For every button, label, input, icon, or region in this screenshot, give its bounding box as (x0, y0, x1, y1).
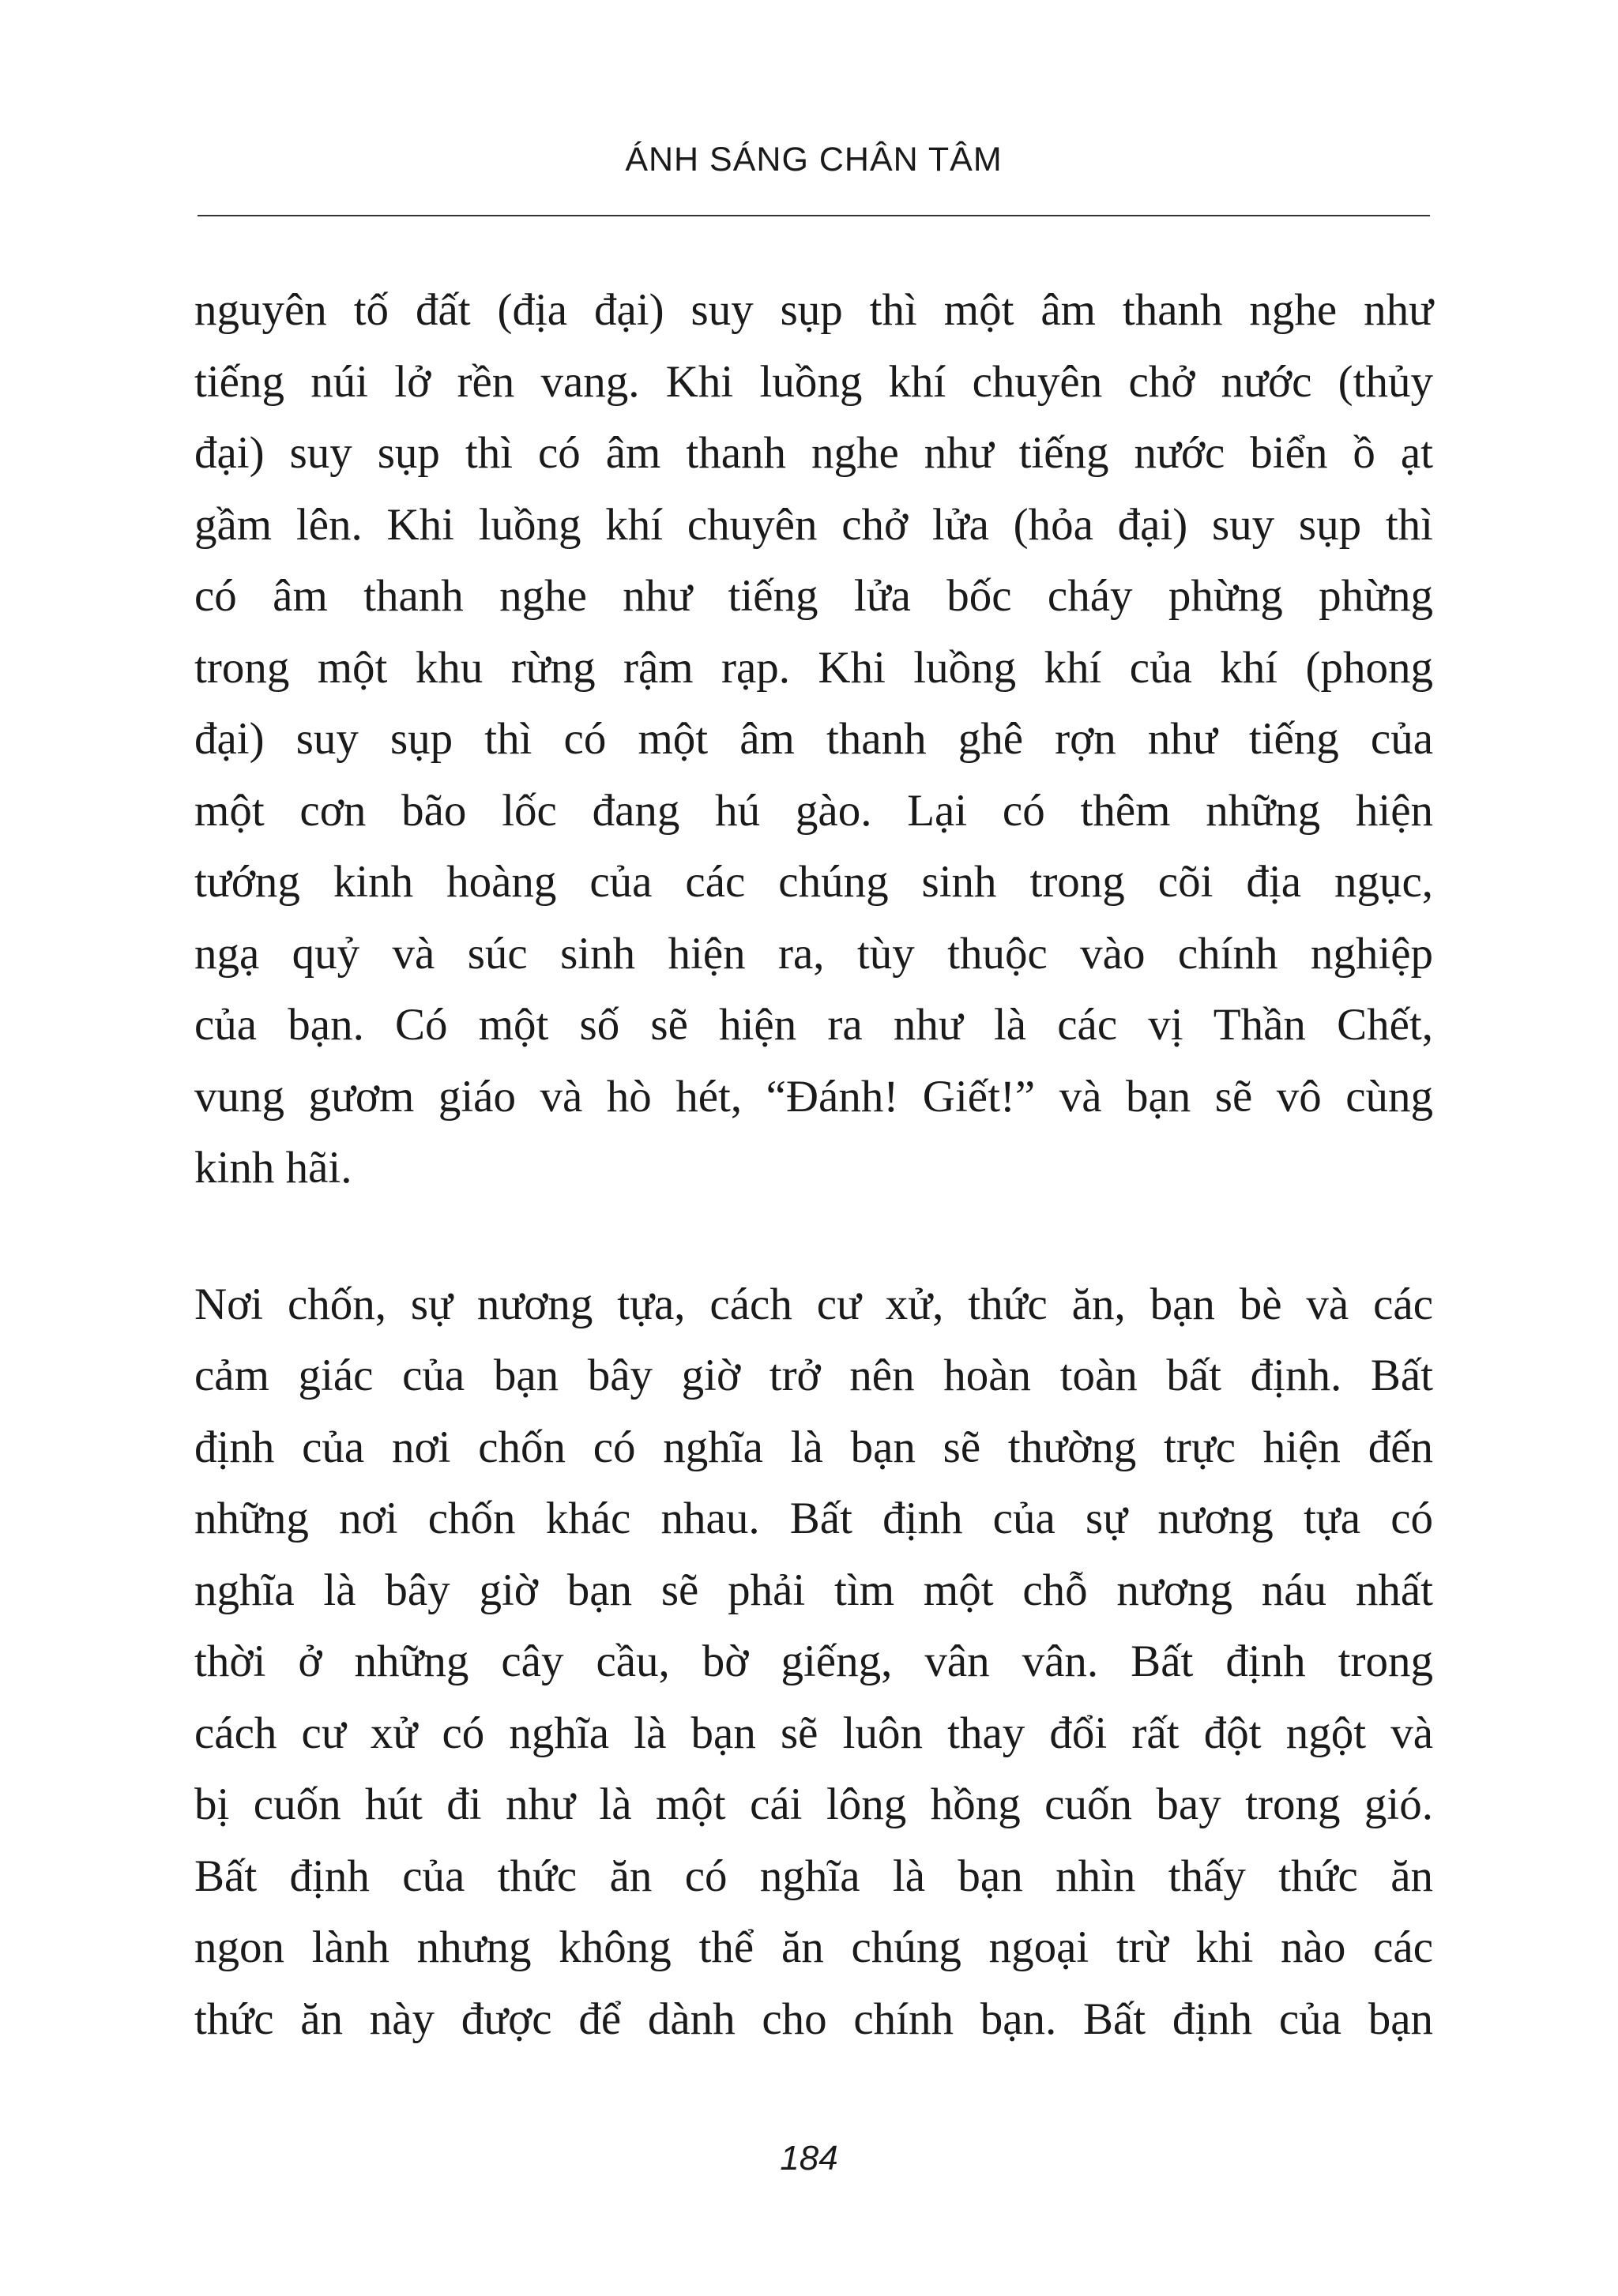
text-line: đại) suy sụp thì có âm thanh nghe như tiếng nước biển ồ ạt (194, 428, 1433, 478)
text-line: định của nơi chốn có nghĩa là bạn sẽ thường trực hiện đến (194, 1422, 1433, 1472)
text-line: nguyên tố đất (địa đại) suy sụp thì một âm thanh nghe như (194, 285, 1433, 335)
header-divider (198, 215, 1430, 216)
text-line: gầm lên. Khi luồng khí chuyên chở lửa (hỏa đại) suy sụp thì (194, 499, 1433, 550)
text-line: nghĩa là bây giờ bạn sẽ phải tìm một chỗ nương náu nhất (194, 1565, 1433, 1615)
page-number: 184 (780, 2139, 838, 2178)
text-line: những nơi chốn khác nhau. Bất định của sự nương tựa có (194, 1494, 1433, 1543)
paragraph-2 (194, 1269, 1433, 2056)
text-line: bị cuốn hút đi như là một cái lông hồng cuốn bay trong gió. (194, 1779, 1433, 1829)
text-line: Nơi chốn, sự nương tựa, cách cư xử, thức ăn, bạn bè và các (194, 1279, 1433, 1329)
running-header: ÁNH SÁNG CHÂN TÂM (625, 141, 1003, 178)
text-line: cảm giác của bạn bây giờ trở nên hoàn toàn bất định. Bất (194, 1351, 1433, 1400)
text-line: cách cư xử có nghĩa là bạn sẽ luôn thay đổi rất đột ngột và (194, 1708, 1433, 1758)
text-line: kinh hãi. (194, 1143, 352, 1193)
text-line: tiếng núi lở rền vang. Khi luồng khí chuyên chở nước (thủy (194, 356, 1433, 407)
text-line: ngạ quỷ và súc sinh hiện ra, tùy thuộc vào chính nghiệp (194, 928, 1433, 979)
text-line: của bạn. Có một số sẽ hiện ra như là các vị Thần Chết, (194, 1000, 1433, 1050)
text-line: thức ăn này được để dành cho chính bạn. Bất định của bạn (194, 1993, 1433, 2044)
text-line: Bất định của thức ăn có nghĩa là bạn nhìn thấy thức ăn (194, 1851, 1433, 1901)
text-line: đại) suy sụp thì có một âm thanh ghê rợn như tiếng của (194, 714, 1433, 764)
text-line: tướng kinh hoàng của các chúng sinh trong cõi địa ngục, (194, 857, 1433, 907)
paragraph-gap (194, 1204, 1433, 1269)
text-line: thời ở những cây cầu, bờ giếng, vân vân. Bất định trong (194, 1637, 1433, 1686)
text-line: một cơn bão lốc đang hú gào. Lại có thêm những hiện (194, 785, 1433, 836)
text-line: vung gươm giáo và hò hét, “Đánh! Giết!” và bạn sẽ vô cùng (194, 1071, 1433, 1122)
paragraph-1 (194, 275, 1433, 1204)
text-line: trong một khu rừng rậm rạp. Khi luồng khí của khí (phong (194, 642, 1433, 693)
body-text (194, 275, 1433, 2055)
text-line: có âm thanh nghe như tiếng lửa bốc cháy phừng phừng (194, 571, 1433, 621)
text-line: ngon lành nhưng không thể ăn chúng ngoại trừ khi nào các (194, 1922, 1433, 1972)
